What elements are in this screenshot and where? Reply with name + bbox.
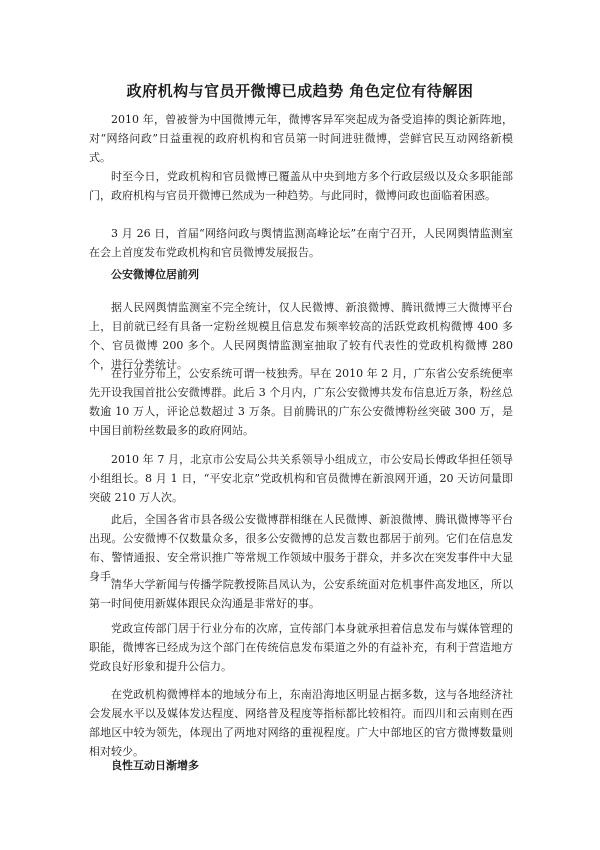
- body-paragraph-4: 此后，全国各省市县各级公安微博群相继在人民微博、新浪微博、腾讯微博等平台出现。公安微博不仅数量众多，很多公安微博的总发言数也都居于前列。它们在信息发布、警情通报、安全常识推广等常规工作领域中服务于群众，并多次在突发事件中大显身手。: [89, 513, 513, 583]
- body-paragraph-3: 2010 年 7 月，北京市公安局公共关系领导小组成立，市公安局长傅政华担任领导小组组长。8 月 1 日，“平安北京”党政机构和官员微博在新浪网开通，20 天访问量即突破 210 万人次。: [89, 453, 513, 504]
- section-heading-interaction: 良性互动日渐增多: [111, 759, 199, 772]
- intro-paragraph-3: 3 月 26 日，首届“网络问政与舆情监测高峰论坛”在南宁召开，人民网舆情监测室在会上首度发布党政机构和官员微博发展报告。: [89, 227, 513, 259]
- article-title: 政府机构与官员开微博已成趋势 角色定位有待解困: [126, 82, 474, 100]
- body-paragraph-7: 在党政机构微博样本的地域分布上，东南沿海地区明显占据多数，这与各地经济社会发展水平以及媒体发达程度、网络普及程度等指标都比较相符。而四川和云南则在西部地区中较为领先，体现出了两地对网络的重视程度。广大中部地区的官方微博数量则相对较少。: [89, 688, 513, 758]
- body-paragraph-1: 据人民网舆情监测室不完全统计，仅人民微博、新浪微博、腾讯微博三大微博平台上，目前就已经有具备一定粉丝规模且信息发布频率较高的活跃党政机构微博 400 多个、官员微博 200 多个。人民网舆情监测室抽取了较有代表性的党政机构微博 280 个，进行分类统计。: [89, 301, 513, 371]
- body-paragraph-5: 清华大学新闻与传播学院教授陈昌凤认为，公安系统面对危机事件高发地区，所以第一时间使用新媒体跟民众沟通是非常好的事。: [89, 578, 513, 610]
- body-paragraph-2: 在行业分布上，公安系统可谓一枝独秀。早在 2010 年 2 月，广东省公安系统便率先开设我国首批公安微博群。此后 3 个月内，广东公安微博共发布信息近万条，粉丝总数逾 10 万人，评论总数超过 3 万条。目前腾讯的广东公安微博粉丝突破 300 万，是中国目前粉丝数最多的政府网站。: [89, 367, 513, 437]
- body-paragraph-6: 党政宣传部门居于行业分布的次席，宣传部门本身就承担着信息发布与媒体管理的职能，微博客已经成为这个部门在传统信息发布渠道之外的有益补充，有利于营造地方党政良好形象和提升公信力。: [89, 622, 513, 673]
- section-heading-police-weibo: 公安微博位居前列: [111, 268, 199, 281]
- intro-paragraph-2: 时至今日，党政机构和官员微博已覆盖从中央到地方多个行政层级以及众多职能部门，政府机构与官员开微博已然成为一种趋势。与此同时，微博问政也面临着困惑。: [89, 170, 513, 202]
- intro-paragraph-1: 2010 年，曾被誉为中国微博元年，微博客异军突起成为备受追捧的舆论新阵地，对“网络问政”日益重视的政府机构和官员第一时间进驻微博，尝鲜官民互动网络新模式。: [89, 113, 513, 164]
